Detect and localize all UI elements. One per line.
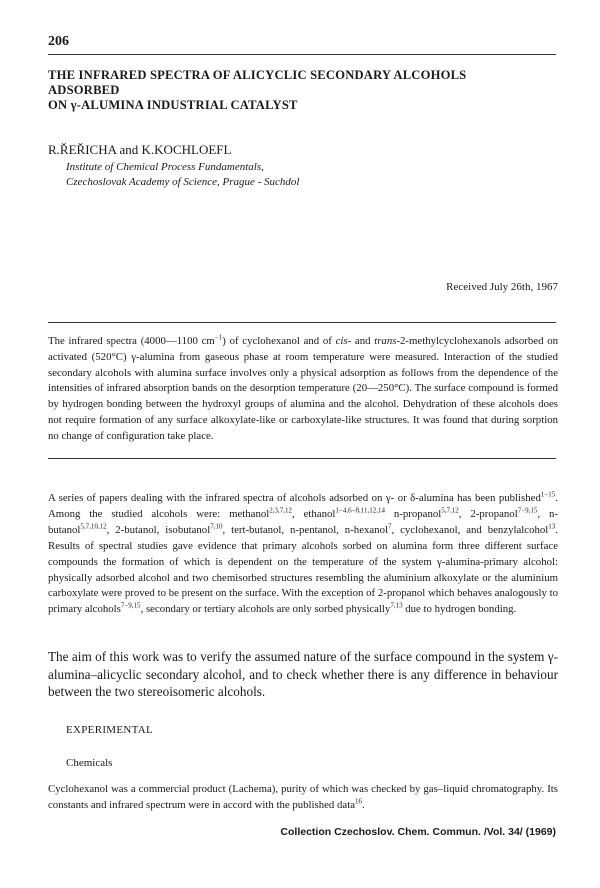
intro-text: , 2-propanol xyxy=(458,507,518,520)
affiliation xyxy=(66,160,299,190)
citation: 5,7,10,12 xyxy=(80,522,107,531)
chemicals-text: . xyxy=(362,799,365,811)
chemicals-paragraph xyxy=(48,781,558,813)
citation: 7,10 xyxy=(210,522,223,531)
journal-footer: Collection Czechoslov. Chem. Commun. /Vol. 34/ (1969) xyxy=(280,826,556,838)
paper-title xyxy=(48,68,558,113)
abstract-bottom-rule xyxy=(48,458,556,459)
abstract-text: and xyxy=(351,335,375,347)
abstract-sup: −1 xyxy=(214,333,223,342)
intro-text: , n-butanol xyxy=(48,507,558,536)
citation: 13 xyxy=(548,522,556,531)
authors: R.ŘEŘICHA and K.KOCHLOEFL xyxy=(48,142,232,157)
section-heading-experimental: EXPERIMENTAL xyxy=(66,724,154,736)
citation: 7,13 xyxy=(390,601,403,610)
intro-text: , cyclohexanol, and benzylalcohol xyxy=(391,523,549,536)
intro-text: A series of papers dealing with the infrared spectra of alcohols adsorbed on γ- or δ-alumina has been published xyxy=(48,492,541,504)
abstract-text: -2-methylcyclohexanols adsorbed on activated (520°C) γ-alumina from gaseous phase at room temperature were measured. Interaction of the studied secondary alcohols with alumina surface involves only a physical adsorption as follows from the dependence of the intensities of infrared absorption bands on the desorption temperature (20—250°C). The surface compound is formed by hydrogen bonding between the hydroxyl groups of alumina and the alcohol. Dehydration of these alcohols does not require formation of any surface alkoxylate-like or carboxylate-like structures. It was found that during sorption no change of configuration take place. xyxy=(48,335,558,442)
header-rule xyxy=(48,54,556,55)
citation: 7−9,15 xyxy=(120,601,141,610)
title-line-2: ADSORBED xyxy=(48,83,120,97)
abstract-italic: trans xyxy=(374,335,397,347)
abstract xyxy=(48,334,558,445)
abstract-text: ) of cyclohexanol and of xyxy=(222,335,336,347)
chemicals-text: Cyclohexanol was a commercial product (Lachema), purity of which was checked by gas–liquid chromatography. Its constants and infrared spectrum were in accord with the published data xyxy=(48,783,558,811)
citation: 5,7,12 xyxy=(441,506,459,515)
citation: 16 xyxy=(355,797,363,806)
abstract-text: The infrared spectra (4000—1100 cm xyxy=(48,335,215,347)
citation: 1−4,6−8,11,12,14 xyxy=(335,506,386,515)
title-line-1: THE INFRARED SPECTRA OF ALICYCLIC SECONDARY ALCOHOLS xyxy=(48,68,467,82)
received-date: Received July 26th, 1967 xyxy=(446,281,558,293)
affiliation-line-2: Czechoslovak Academy of Science, Prague - Suchdol xyxy=(66,176,300,188)
citation: 7 xyxy=(387,522,392,531)
intro-text: n-propanol xyxy=(385,507,442,520)
citation: 2,3,7,12 xyxy=(269,506,293,515)
intro-text: , 2-butanol, isobutanol xyxy=(106,523,211,536)
intro-text: due to hydrogen bonding. xyxy=(402,603,517,616)
abstract-italic: cis- xyxy=(335,335,352,347)
intro-text: , secondary or tertiary alcohols are only sorbed physically xyxy=(140,603,391,616)
intro-text: . Among the studied alcohols were: methanol xyxy=(48,492,558,520)
citation: 1−15 xyxy=(540,490,556,499)
intro-text: , tert-butanol, n-pentanol, n-hexanol xyxy=(222,523,388,536)
affiliation-line-1: Institute of Chemical Process Fundamentals, xyxy=(66,161,264,173)
aim-paragraph: The aim of this work was to verify the assumed nature of the surface compound in the system γ-alumina–alicyclic secondary alcohol, and to check whether there is any difference in behaviour between the two stereoisomeric alcohols. xyxy=(48,649,558,699)
title-line-3: ON γ-ALUMINA INDUSTRIAL CATALYST xyxy=(48,98,298,112)
intro-paragraph xyxy=(48,491,558,618)
page-number: 206 xyxy=(48,34,69,49)
citation: 7−9,15 xyxy=(517,506,538,515)
intro-text: . Results of spectral studies gave evidence that primary alcohols sorbed on alumina form three different surface compounds the formation of which is dependent on the temperature of the system γ-alumina-primary alcohol: physically adsorbed alcohol and two chemisorbed structures resembling the aluminium alkoxylate or the aluminium carboxylate were proved to be present on the surface. With the exception of 2-propanol which behaves analogously to primary alcohols xyxy=(48,523,558,616)
intro-text: , ethanol xyxy=(292,507,336,520)
subsection-heading-chemicals: Chemicals xyxy=(66,757,113,769)
abstract-top-rule xyxy=(48,322,556,323)
